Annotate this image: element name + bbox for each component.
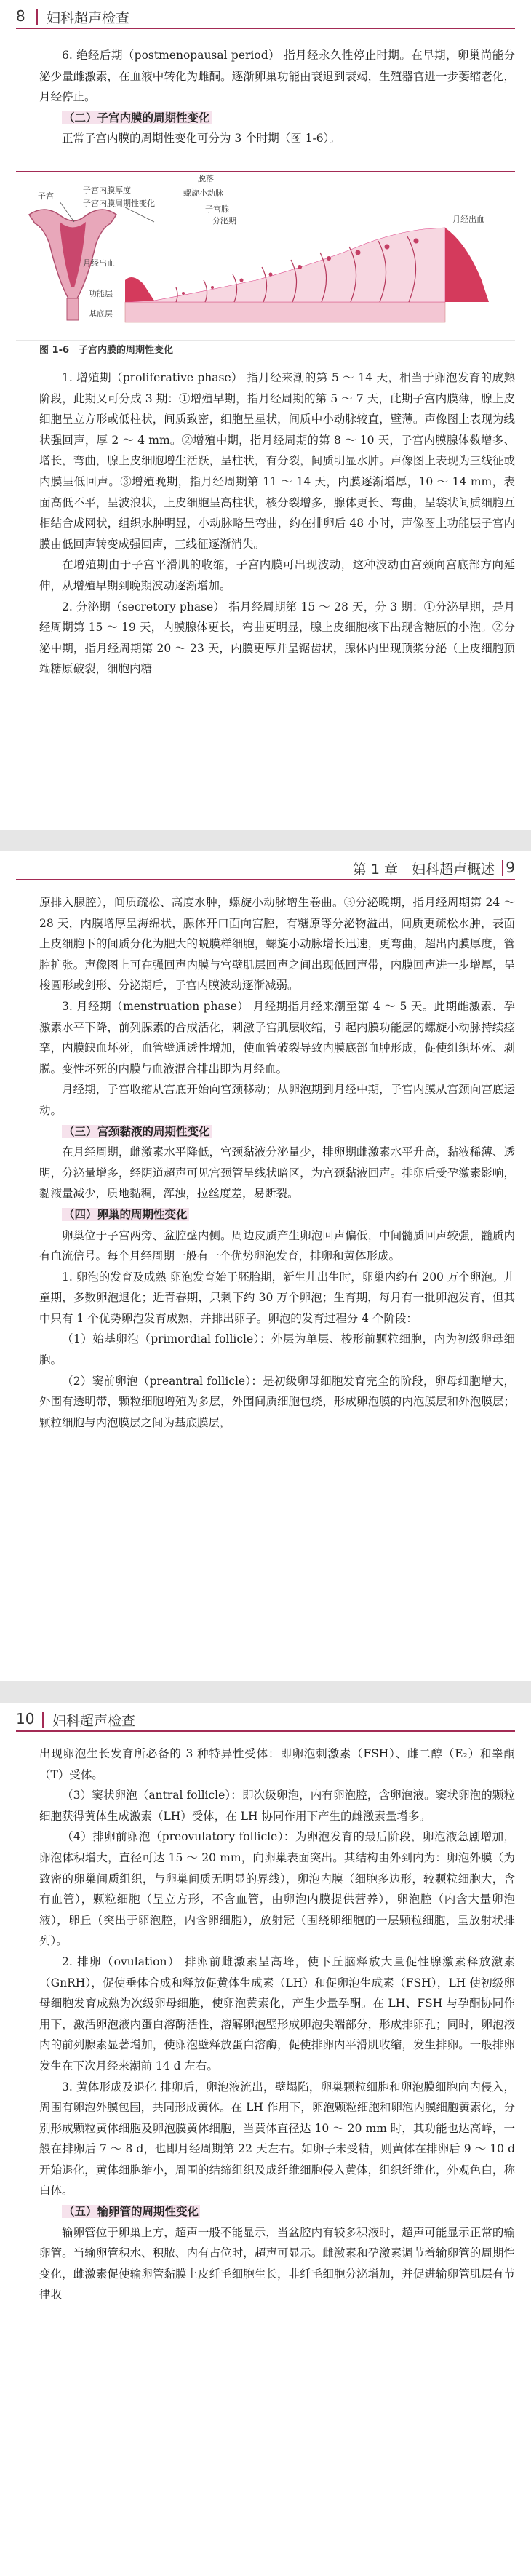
label-basal: 基底层 xyxy=(89,309,113,319)
page-header xyxy=(0,0,531,31)
header-separator xyxy=(36,9,38,25)
paragraph: 1. 增殖期（proliferative phase） 指月经来潮的第 5 ～ 14 天，相当于卵泡发育的成熟阶段，此期又可分成 3 期：①增殖早期，指月经周期的第 5 ～ 7 天，此期子宫内膜薄，腺上皮细胞呈立方形或低柱状，间质致密，细胞呈星状，间质中小动脉较直，壁薄。声像图上表现为线状强回声，厚 2 ～ 4 mm。②增殖中期，指月经周期的第 8 ～ 10 天，子宫内膜腺体数增多、增长，弯曲，腺上皮细胞增生活跃，呈柱状，有分裂，间质明显水肿。声像图上表现为三线征或内膜呈低回声。③增殖晚期，指月经周期第 11 ～ 14 天，内膜逐渐增厚，10 ～ 14 mm，表面高低不平，呈波浪状，上皮细胞呈高柱状，核分裂增多，腺体更长、弯曲，呈袋状间质细胞互相结合成网状，组织水肿明显，小动脉略呈弯曲，约在排卵后 48 小时，声像图上功能层子宫内膜由低回声转变成强回声，三线征逐渐消失。 xyxy=(39,371,515,551)
header-separator xyxy=(42,1712,44,1728)
header-rule xyxy=(16,1730,515,1732)
page-number: 10 xyxy=(16,1710,35,1728)
paragraph: （4）排卵前卵泡（preovulatory follicle）：为卵泡发育的最后阶段，卵泡液急剧增加，卵泡体积增大，直径可达 15 ～ 20 mm，向卵巢表面突出。其结构由外到内为：卵泡外膜（为致密的卵巢间质组织，与卵巢间质无明显的界线），卵泡内膜（细胞多边形，较颗粒细胞大，含有血管），颗粒细胞（呈立方形，不含血管，由卵泡内膜提供营养），卵泡腔（内含大量卵泡液），卵丘（突出于卵泡腔，内含卵细胞），放射冠（围绕卵细胞的一层颗粒细胞，呈放射状排列）。 xyxy=(39,1830,515,1948)
paragraph: 原排入腺腔），间质疏松、高度水肿，螺旋小动脉增生卷曲。③分泌晚期，指月经周期第 24 ～ 28 天，内膜增厚呈海绵状，腺体开口面向宫腔，有糖原等分泌物溢出，间质更疏松水肿，表面上皮细胞下的间质分化为肥大的蜕膜样细胞，螺旋小动脉增长迅速，更弯曲，超出内膜厚度，管腔扩张。声像图上可在强回声内膜与宫壁肌层回声之间出现低回声带，内膜回声进一步增厚，呈梭圆形或剑形、分泌期后，子宫内膜波动逐渐减弱。 xyxy=(39,896,515,993)
header-separator xyxy=(502,860,503,876)
label-cycle-change: 子宫内膜周期性变化 xyxy=(83,199,155,208)
paragraph: 2. 排卵（ovulation） 排卵前雌激素呈高峰，使下丘脑释放大量促性腺激素释放激素（GnRH），促使垂体合成和释放促黄体生成素（LH）和促卵泡生成素（FSH），LH 使初级卵母细胞发育成熟为次级卵母细胞，使卵泡黄素化，产生少量孕酮。在 LH、FSH 与孕酮协同作用下，激活卵泡液内蛋白溶酶活性，溶解卵泡壁形成卵泡尖端部分，形成排卵孔；同时，卵泡液内的前列腺素显著增加，使卵泡壁释放蛋白溶酶，促使排卵内平滑肌收缩，发生排卵。一般排卵发生在下次月经来潮前 14 d 左右。 xyxy=(39,1955,515,2072)
label-menses-left: 月经出血 xyxy=(83,258,115,268)
endometrium-cycle-figure xyxy=(16,171,515,342)
paragraph: 1. 卵泡的发育及成熟 卵泡发育始于胚胎期，新生儿出生时，卵巢内约有 200 万个卵泡。儿童期，多数卵泡退化；近青春期，只剩下约 30 万个卵泡；生育期，每月有一批卵泡发育，但其中只有 1 个优势卵泡发育成熟，并排出卵子。卵泡的发育过程分 4 个阶段： xyxy=(39,1270,515,1325)
paragraph: 6. 绝经后期（postmenopausal period） 指月经永久性停止时期。在早期，卵巢尚能分泌少量雌激素，在血液中转化为雌酮。逐渐卵巢功能由衰退到衰竭，生殖器官进一步萎缩老化，月经停止。 xyxy=(39,49,515,104)
paragraph: 3. 黄体形成及退化 排卵后，卵泡液流出，壁塌陷，卵巢颗粒细胞和卵泡膜细胞向内侵入，周围有卵泡外膜包围，共同形成黄体。在 LH 作用下，卵泡颗粒细胞和卵泡内膜细胞黄素化，分别形成颗粒黄体细胞及卵泡膜黄体细胞，当黄体直径达 10 ～ 20 mm 时，其功能也达高峰，一般在排卵后 7 ～ 8 d，也即月经周期第 22 天左右。如卵子未受精，则黄体在排卵后 9 ～ 10 d 开始退化，黄体细胞缩小，周围的结缔组织及成纤维细胞侵入黄体，组织纤维化，外观色白，称白体。 xyxy=(39,2080,515,2198)
paragraph: 在增殖期由于子宫平滑肌的收缩，子宫内膜可出现波动，这种波动由宫颈向宫底部方向延伸，从增殖早期到晚期波动逐渐增加。 xyxy=(39,558,515,592)
label-uterus: 子宫 xyxy=(38,191,54,201)
page-header xyxy=(0,851,531,882)
text-block xyxy=(39,1744,515,2305)
label-endo-thickness: 子宫内膜厚度 xyxy=(83,186,131,195)
label-spiral: 螺旋小动脉 xyxy=(183,188,223,198)
chapter-title: 第 1 章 妇科超声概述 xyxy=(352,862,495,878)
page-number: 9 xyxy=(506,859,515,876)
text-block xyxy=(39,367,515,680)
paragraph: 3. 月经期（menstruation phase） 月经期指月经来潮至第 4 ～ 5 天。此期雌激素、孕激素水平下降，前列腺素的合成活化，刺激子宫肌层收缩，引起内膜功能层的螺旋小动脉持续痉挛，内膜缺血坏死，血管壁通透性增加，使血管破裂导致内膜底部血肿形成，促使组织坏死、剥脱。变性坏死的内膜与血液混合排出即为月经血。 xyxy=(39,999,515,1076)
label-menses-right: 月经出血 xyxy=(452,215,484,224)
label-secretory: 分泌期 xyxy=(212,216,236,226)
paragraph: （2）窦前卵泡（preantral follicle）：是初级卵母细胞发育完全的阶段，卵母细胞增大，外围有透明带，颗粒细胞增殖为多层，外围间质细胞包绕，形成卵泡膜的内泡膜层和外泡膜层；颗粒细胞与内泡膜层之间为基底膜层， xyxy=(39,1374,515,1429)
running-title: 妇科超声检查 xyxy=(52,1713,136,1729)
page-header xyxy=(0,1703,531,1733)
paragraph: 在月经周期，雌激素水平降低，宫颈黏液分泌量少，排卵期雌激素水平升高，黏液稀薄、透明，分泌量增多，经阴道超声可见宫颈管呈线状暗区，为宫颈黏液回声。排卵后受孕激素影响，黏液量减少，质地黏稠，浑浊，拉丝度差，易断裂。 xyxy=(39,1145,515,1201)
endometrium-strip xyxy=(125,228,489,322)
header-rule xyxy=(16,28,515,29)
running-title: 妇科超声检查 xyxy=(47,10,130,26)
paragraph: 2. 分泌期（secretory phase） 指月经周期第 15 ～ 28 天，分 3 期：①分泌早期，是月经周期第 15 ～ 19 天，内膜腺体更长，弯曲更明显，腺上皮细胞核下出现含糖原的小泡。②分泌中期，指月经周期第 20 ～ 23 天，内膜更厚并呈锯齿状，腺体内出现顶浆分泌（上皮细胞顶端糖原破裂，细胞内糖 xyxy=(39,600,515,676)
figure-caption: 图 1-6 子宫内膜的周期性变化 xyxy=(39,345,174,356)
page-8 xyxy=(0,0,531,830)
paragraph: （3）窦状卵泡（antral follicle）：即次级卵泡，内有卵泡腔，含卵泡液。窦状卵泡的颗粒细胞获得黄体生成激素（LH）受体，在 LH 协同作用下产生的雌激素量增多。 xyxy=(39,1789,515,1823)
page-10 xyxy=(0,1703,531,2576)
paragraph: 输卵管位于卵巢上方，超声一般不能显示，当盆腔内有较多积液时，超声可能显示正常的输卵管。当输卵管积水、积脓、内有占位时，超声可显示。雌激素和孕激素调节着输卵管的周期性变化，雌激素促使输卵管黏膜上皮纤毛细胞生长，非纤毛细胞分泌增加，并促进输卵管肌层有节律收 xyxy=(39,2225,515,2302)
paragraph: 卵巢位于子宫两旁、盆腔壁内侧。周边皮质产生卵泡回声偏低，中间髓质回声较强，髓质内有血流信号。每个月经周期一般有一个优势卵泡发育，排卵和黄体形成。 xyxy=(39,1228,515,1263)
section-heading: （二）子宫内膜的周期性变化 xyxy=(63,111,210,124)
page-number: 8 xyxy=(16,7,25,25)
paragraph: 出现卵泡生长发育所必备的 3 种特异性受体：即卵泡刺激素（FSH）、雌二醇（E₂）和睾酮（T）受体。 xyxy=(39,1747,515,1781)
label-shed: 脱落 xyxy=(198,174,214,183)
section-heading: （四）卵巢的周期性变化 xyxy=(63,1207,188,1221)
header-rule xyxy=(16,879,515,880)
page-9 xyxy=(0,851,531,1681)
section-heading: （五）输卵管的周期性变化 xyxy=(63,2205,199,2219)
paragraph: （1）始基卵泡（primordial follicle）：外层为单层、梭形前颗粒细胞，内为初级卵母细胞。 xyxy=(39,1332,515,1367)
paragraph: 月经期，子宫收缩从宫底开始向宫颈移动；从卵泡期到月经中期，子宫内膜从宫颈向宫底运动。 xyxy=(39,1083,515,1117)
text-block xyxy=(39,892,515,1433)
text-block xyxy=(39,45,515,149)
label-functional: 功能层 xyxy=(89,289,113,298)
paragraph: 正常子宫内膜的周期性变化可分为 3 个时期（图 1-6）。 xyxy=(62,132,340,146)
label-gland: 子宫腺 xyxy=(205,204,229,214)
section-heading: （三）宫颈黏液的周期性变化 xyxy=(63,1124,210,1138)
